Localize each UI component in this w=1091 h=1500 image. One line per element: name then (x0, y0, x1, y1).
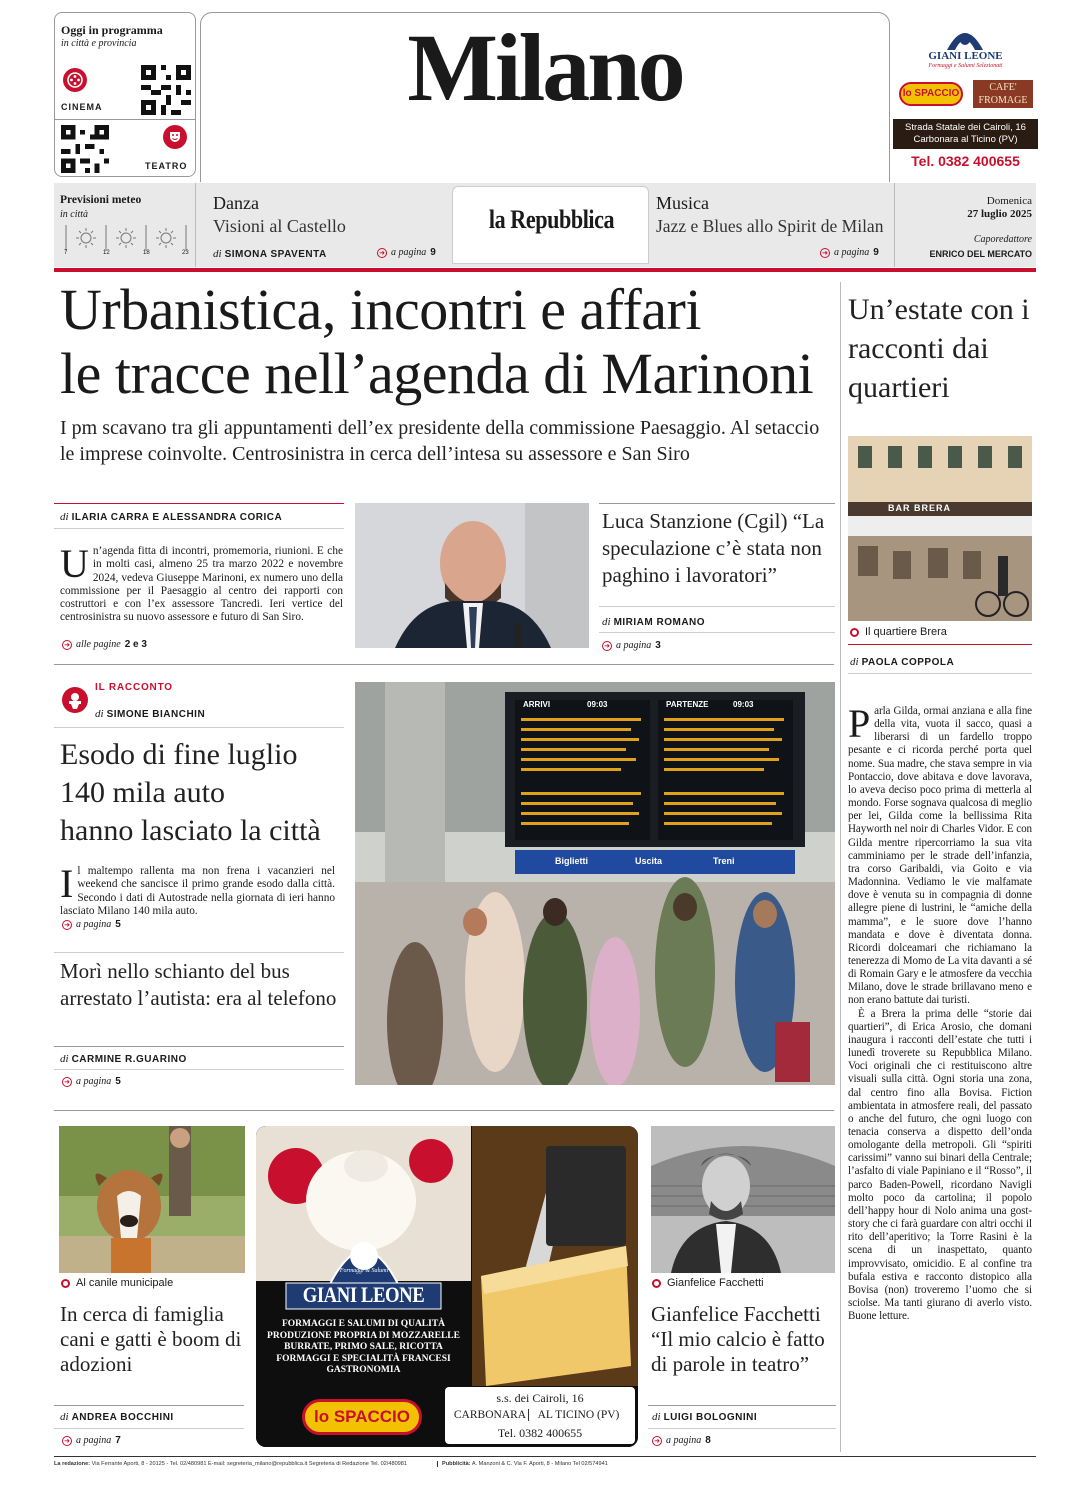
teatro-label: TEATRO (145, 161, 188, 171)
meteo-hour-3: 18 (143, 250, 150, 256)
danza-teaser[interactable] (205, 183, 445, 267)
musica-page-ref[interactable]: ➜ a pagina 9 (820, 247, 879, 258)
racconto-page-ref[interactable]: ➜ a pagina 5 (62, 919, 121, 930)
arrow-icon: ➜ (62, 1436, 72, 1446)
lead-byline: di ILARIA CARRA E ALESSANDRA CORICA (60, 511, 283, 523)
meteo-subtitle: in città (60, 209, 89, 220)
ad-bottom-ribbon: Formaggi & Salumi (339, 1268, 389, 1274)
marinoni-photo (355, 503, 589, 648)
station-sign-uscita: Uscita (635, 856, 663, 866)
masthead-ad-spaccio: lo SPACCIO (899, 82, 963, 106)
ad-bottom-text (256, 1319, 471, 1377)
lead-deck: I pm scavano tra gli appuntamenti dell’ex presidente della commissione Paesaggio. Al setaccio le imprese coinvolte. Centrosinistra in cerca dell’intesa su assessore e San Siro (60, 417, 820, 465)
stanzione-byline: di MIRIAM ROMANO (602, 616, 706, 628)
caption-marker-icon (61, 1279, 70, 1288)
masthead-ad-brand: GIANI LEONE (928, 50, 1003, 62)
racconto-headline-1[interactable]: Esodo di fine luglio (60, 738, 298, 771)
station-partenze: PARTENZE (666, 700, 709, 709)
arrow-icon: ➜ (652, 1436, 662, 1446)
racconto-kicker: IL RACCONTO (95, 682, 173, 693)
racconto-headline-2[interactable]: 140 mila auto (60, 776, 225, 809)
danza-byline: di SIMONA SPAVENTA (213, 248, 327, 260)
masthead-ad-address-1: Strada Statale dei Cairoli, 16 (905, 122, 1026, 133)
ad-bottom-line-1: FORMAGGI E SALUMI DI QUALITÀ (281, 1319, 446, 1329)
ad-bottom-brand: GIANI LEONE (302, 1282, 425, 1307)
ad-bottom-line-3: BURRATE, PRIMO SALE, RICOTTA (284, 1342, 443, 1353)
ad-bottom-line-2: PRODUZIONE PROPRIA DI MOZZARELLE (267, 1330, 460, 1341)
station-sign-biglietti: Biglietti (555, 856, 588, 866)
brera-caption: Il quartiere Brera (850, 626, 947, 638)
stanzione-page-ref[interactable]: ➜ a pagina 3 (602, 640, 661, 651)
meteo-hour-4: 23 (182, 250, 189, 256)
meteo-box (54, 183, 196, 267)
arrow-icon: ➜ (62, 1077, 72, 1087)
musica-section: Musica (656, 193, 709, 213)
musica-teaser[interactable] (650, 183, 890, 267)
station-partenze-time: 09:03 (733, 700, 754, 709)
lead-headline-2[interactable]: le tracce nell’agenda di Marinoni (60, 341, 814, 406)
facchetti-headline[interactable]: Gianfelice Facchetti “Il mio calcio è fatto di parole in teatro” (651, 1302, 825, 1376)
programma-subtitle: in città e provincia (61, 38, 137, 49)
facchetti-page-ref[interactable]: ➜ a pagina 8 (652, 1435, 711, 1446)
arrow-icon: ➜ (377, 248, 387, 258)
racconto-body: Il maltempo rallenta ma non frena i vacanzieri nel weekend che sancisce il primo grande esodo dalla città. Secondo i dati di Autostrade nella giornata di ieri hanno lasciato Milano 140 mila auto. (60, 861, 335, 917)
ad-bottom-addr1: s.s. dei Cairoli, 16 (496, 1391, 584, 1405)
teatro-qr-code[interactable] (61, 125, 109, 173)
bus-byline: di CARMINE R.GUARINO (60, 1053, 187, 1065)
brera-photo-sign: BAR BRERA (888, 503, 951, 513)
arrow-icon: ➜ (62, 920, 72, 930)
cinema-label: CINEMA (61, 102, 103, 112)
edition-date: 27 luglio 2025 (967, 208, 1032, 220)
canile-byline: di ANDREA BOCCHINI (60, 1411, 174, 1423)
meteo-sun-icons (64, 223, 192, 253)
teatro-icon (163, 125, 187, 149)
lead-headline-1[interactable]: Urbanistica, incontri e affari (60, 277, 701, 342)
danza-page-ref[interactable]: ➜ a pagina 9 (377, 247, 436, 258)
dog-photo (59, 1126, 245, 1273)
arrow-icon: ➜ (62, 640, 72, 650)
canile-headline[interactable]: In cerca di famiglia cani e gatti è boom di adozioni (60, 1302, 242, 1376)
caption-marker-icon (850, 628, 859, 637)
cinema-icon (63, 68, 87, 92)
canile-page-ref[interactable]: ➜ a pagina 7 (62, 1435, 121, 1446)
cinema-qr-code[interactable] (141, 65, 191, 115)
danza-title: Visioni al Castello (213, 216, 346, 236)
masthead-ad-address (893, 119, 1038, 149)
station-arrivi: ARRIVI (523, 700, 551, 709)
ad-bottom-addr3: AL TICINO (PV) (528, 1409, 628, 1421)
ad-bottom-line-5: GASTRONOMIA (326, 1365, 401, 1376)
masthead-ad-cafe: CAFE' FROMAGE (973, 80, 1033, 108)
ad-bottom-spaccio: lo SPACCIO (302, 1399, 422, 1435)
masthead-ad[interactable] (893, 20, 1038, 180)
caption-marker-icon (652, 1279, 661, 1288)
newspaper-title: Milano (407, 14, 683, 121)
racconto-byline: di SIMONE BIANCHIN (95, 708, 206, 720)
arrow-icon: ➜ (602, 641, 612, 651)
programma-title: Oggi in programma (61, 23, 163, 37)
meteo-hour-1: 7 (64, 250, 68, 256)
ad-bottom-addr2: CARBONARA (453, 1409, 527, 1421)
footer-pubblicita: Pubblicità: A. Manzoni & C. Via F. Aporti, 8 - Milano Tel 02/574941 (437, 1461, 608, 1467)
estate-headline[interactable]: Un’estate con i racconti dai quartieri (848, 293, 1030, 404)
ad-bottom-phone: Tel. 0382 400655 (497, 1426, 583, 1440)
meteo-hour-2: 12 (103, 250, 110, 256)
station-arrivi-time: 09:03 (587, 700, 608, 709)
lead-body: Un’agenda fitta di incontri, promemoria, riunioni. E che in molti casi, almeno 25 tra marzo 2022 e novembre 2024, vedeva Giuseppe Marinoni, ex numero uno della commissione per il Paesaggio al centro dei rapporti con costruttori e con l’ex assessore Tancredi. Ieri vertice del centrosinistra su nuovo assessore e futuro di San Siro. (60, 541, 343, 624)
masthead-ad-address-2: Carbonara al Ticino (PV) (913, 134, 1018, 145)
racconto-headline-3[interactable]: hanno lasciato la città (60, 814, 321, 847)
bus-page-ref[interactable]: ➜ a pagina 5 (62, 1076, 121, 1087)
masthead-ad-tagline: Formaggi e Salumi Selezionati (928, 63, 1003, 69)
station-sign-treni: Treni (713, 856, 735, 866)
ad-bottom-line-4: FORMAGGI E SPECIALITÀ FRANCESI (276, 1353, 451, 1364)
arrow-icon: ➜ (820, 248, 830, 258)
edition-info (896, 183, 1032, 267)
repubblica-logo: la Repubblica (488, 205, 615, 234)
editor-name: ENRICO DEL MERCATO (929, 249, 1032, 259)
lead-page-ref[interactable]: ➜ alle pagine 2 e 3 (62, 639, 147, 650)
bus-headline[interactable]: Morì nello schianto del bus arrestato l’autista: era al telefono (60, 959, 337, 1010)
stanzione-headline[interactable]: Luca Stanzione (Cgil) “La speculazione c’è stata non paghino i lavoratori” (602, 509, 825, 587)
musica-title: Jazz e Blues allo Spirit de Milan (656, 216, 884, 236)
brera-photo (848, 436, 1032, 621)
repubblica-logo-box (452, 186, 649, 264)
estate-body-2: È a Brera la prima delle “storie dai quartieri”, di Erica Arosio, che domani inaugura i racconti dell’estate che tutti i lunedì troverete su Repubblica Milano. Voci originali che ci restituiscono altre visuali sulla città. Ogni storia una zona, dal centro fino alla Bovisa. Fiction ambientata in atmosfere reali, del passato o anche del futuro, che ogni luogo con tenacia conserva a dispetto dell’onda omologante della metropoli. Gli “spiriti carissimi” vanno sui binari della Centrale; l’asfalto di viale Papiniano e il “Rosso”, il parco Baden-Powell, ricordano Navigli molto poco da cartolina; il popolo dell’happy hour di Nolo anima una gost-story che ci farà guardare con altri occhi il rito dell’aperitivo; la Torre Rasini è la scena di un inaspettato, quanto improvvisato, omicidio. E al confine tra bufala estiva e racconto distopico alla Bovisa (non) troveremo l’uomo che si sciolse. Ma tanti giurano di averlo visto. Buone letture. (848, 1007, 1032, 1323)
programma-box (54, 12, 196, 177)
footer-redazione: La redazione: Via Ferrante Aporti, 8 - 20125 - Tel. 02/480981 E-mail: segreteria_milano@repubblica.it Segreteria di Redazione Tel. 02/480981 (54, 1461, 408, 1467)
meteo-title: Previsioni meteo (60, 194, 142, 206)
facchetti-byline: di LUIGI BOLOGNINI (652, 1411, 758, 1423)
estate-body: Parla Gilda, ormai anziana e alla fine della vita, vuota il sacco, quasi a liberarsi di un fardello troppo pesante e ci ricorda perché porta quel nome. Sua madre, che stava sempre in via Pontaccio, dove abitava e dove lavorava, lo aveva deciso poco prima di metterla al mondo. Forse sognava qualcosa di meglio per lei, Gilda come la bellissima Rita Hayworth nel noir di Charles Vidor. E con Gilda mentre ripercorriamo la sua vita camminiamo per le strade dell’infanzia, tra corso Garibaldi, via Goito e via Madonnina. Vediamo le vie malfamate dove è venuta su in compagnia di donne allegre piene di lustrini, le “amiche della mamma”, e le suore dove l’hanno mandata e dove è diventata donna. Ricordi dolceamari che richiamano la tenerezza di Momo de La vita davanti a sé di Romain Gary e le atmosfere da vecchia Milano, dove le strade brillavano meno e non erano battute dai turisti. È a Brera la prima delle “storie dai quartieri”, di Erica Arosio, che domani inaugura i racconti dell’estate che tutti i lunedì troverete su Repubblica Milano. Voci originali che ci restituiscono altre visuali sulla città. Ogni storia una zona, dal centro fino alla Bovisa. Fiction ambientata in atmosfere reali, del passato o anche del futuro, che ogni luogo con tenacia conserva a dispetto dell’onda omologante della metropoli. Gli “spiriti carissimi” vanno sui binari della Centrale; l’asfalto di viale Papiniano e il “Rosso”, il parco Baden-Powell, ricordano Navigli molto poco da cartolina; il popolo dell’happy hour di Nolo anima una gost-story che ci farà guardare con altri occhi il rito dell’aperitivo; la Torre Rasini è la scena di un inaspettato, quanto improvvisato, omicidio. E al confine tra bufala estiva e racconto distopico alla Bovisa (non) troveremo l’uomo che si sciolse. Ma tanti giurano di averlo visto. Buone letture. (848, 701, 1032, 1323)
racconto-icon (62, 687, 88, 713)
editor-role: Caporedattore (973, 234, 1032, 245)
station-photo (355, 682, 835, 1085)
giani-leone-logo-icon (943, 22, 987, 52)
dog-caption: Al canile municipale (61, 1277, 173, 1289)
danza-section: Danza (213, 193, 259, 213)
masthead-ad-phone: Tel. 0382 400655 (911, 153, 1020, 169)
edition-day: Domenica (986, 195, 1032, 207)
estate-byline: di PAOLA COPPOLA (850, 656, 955, 668)
facchetti-photo (651, 1126, 835, 1273)
facchetti-caption: Gianfelice Facchetti (652, 1277, 764, 1289)
giani-leone-ad[interactable] (256, 1126, 638, 1447)
